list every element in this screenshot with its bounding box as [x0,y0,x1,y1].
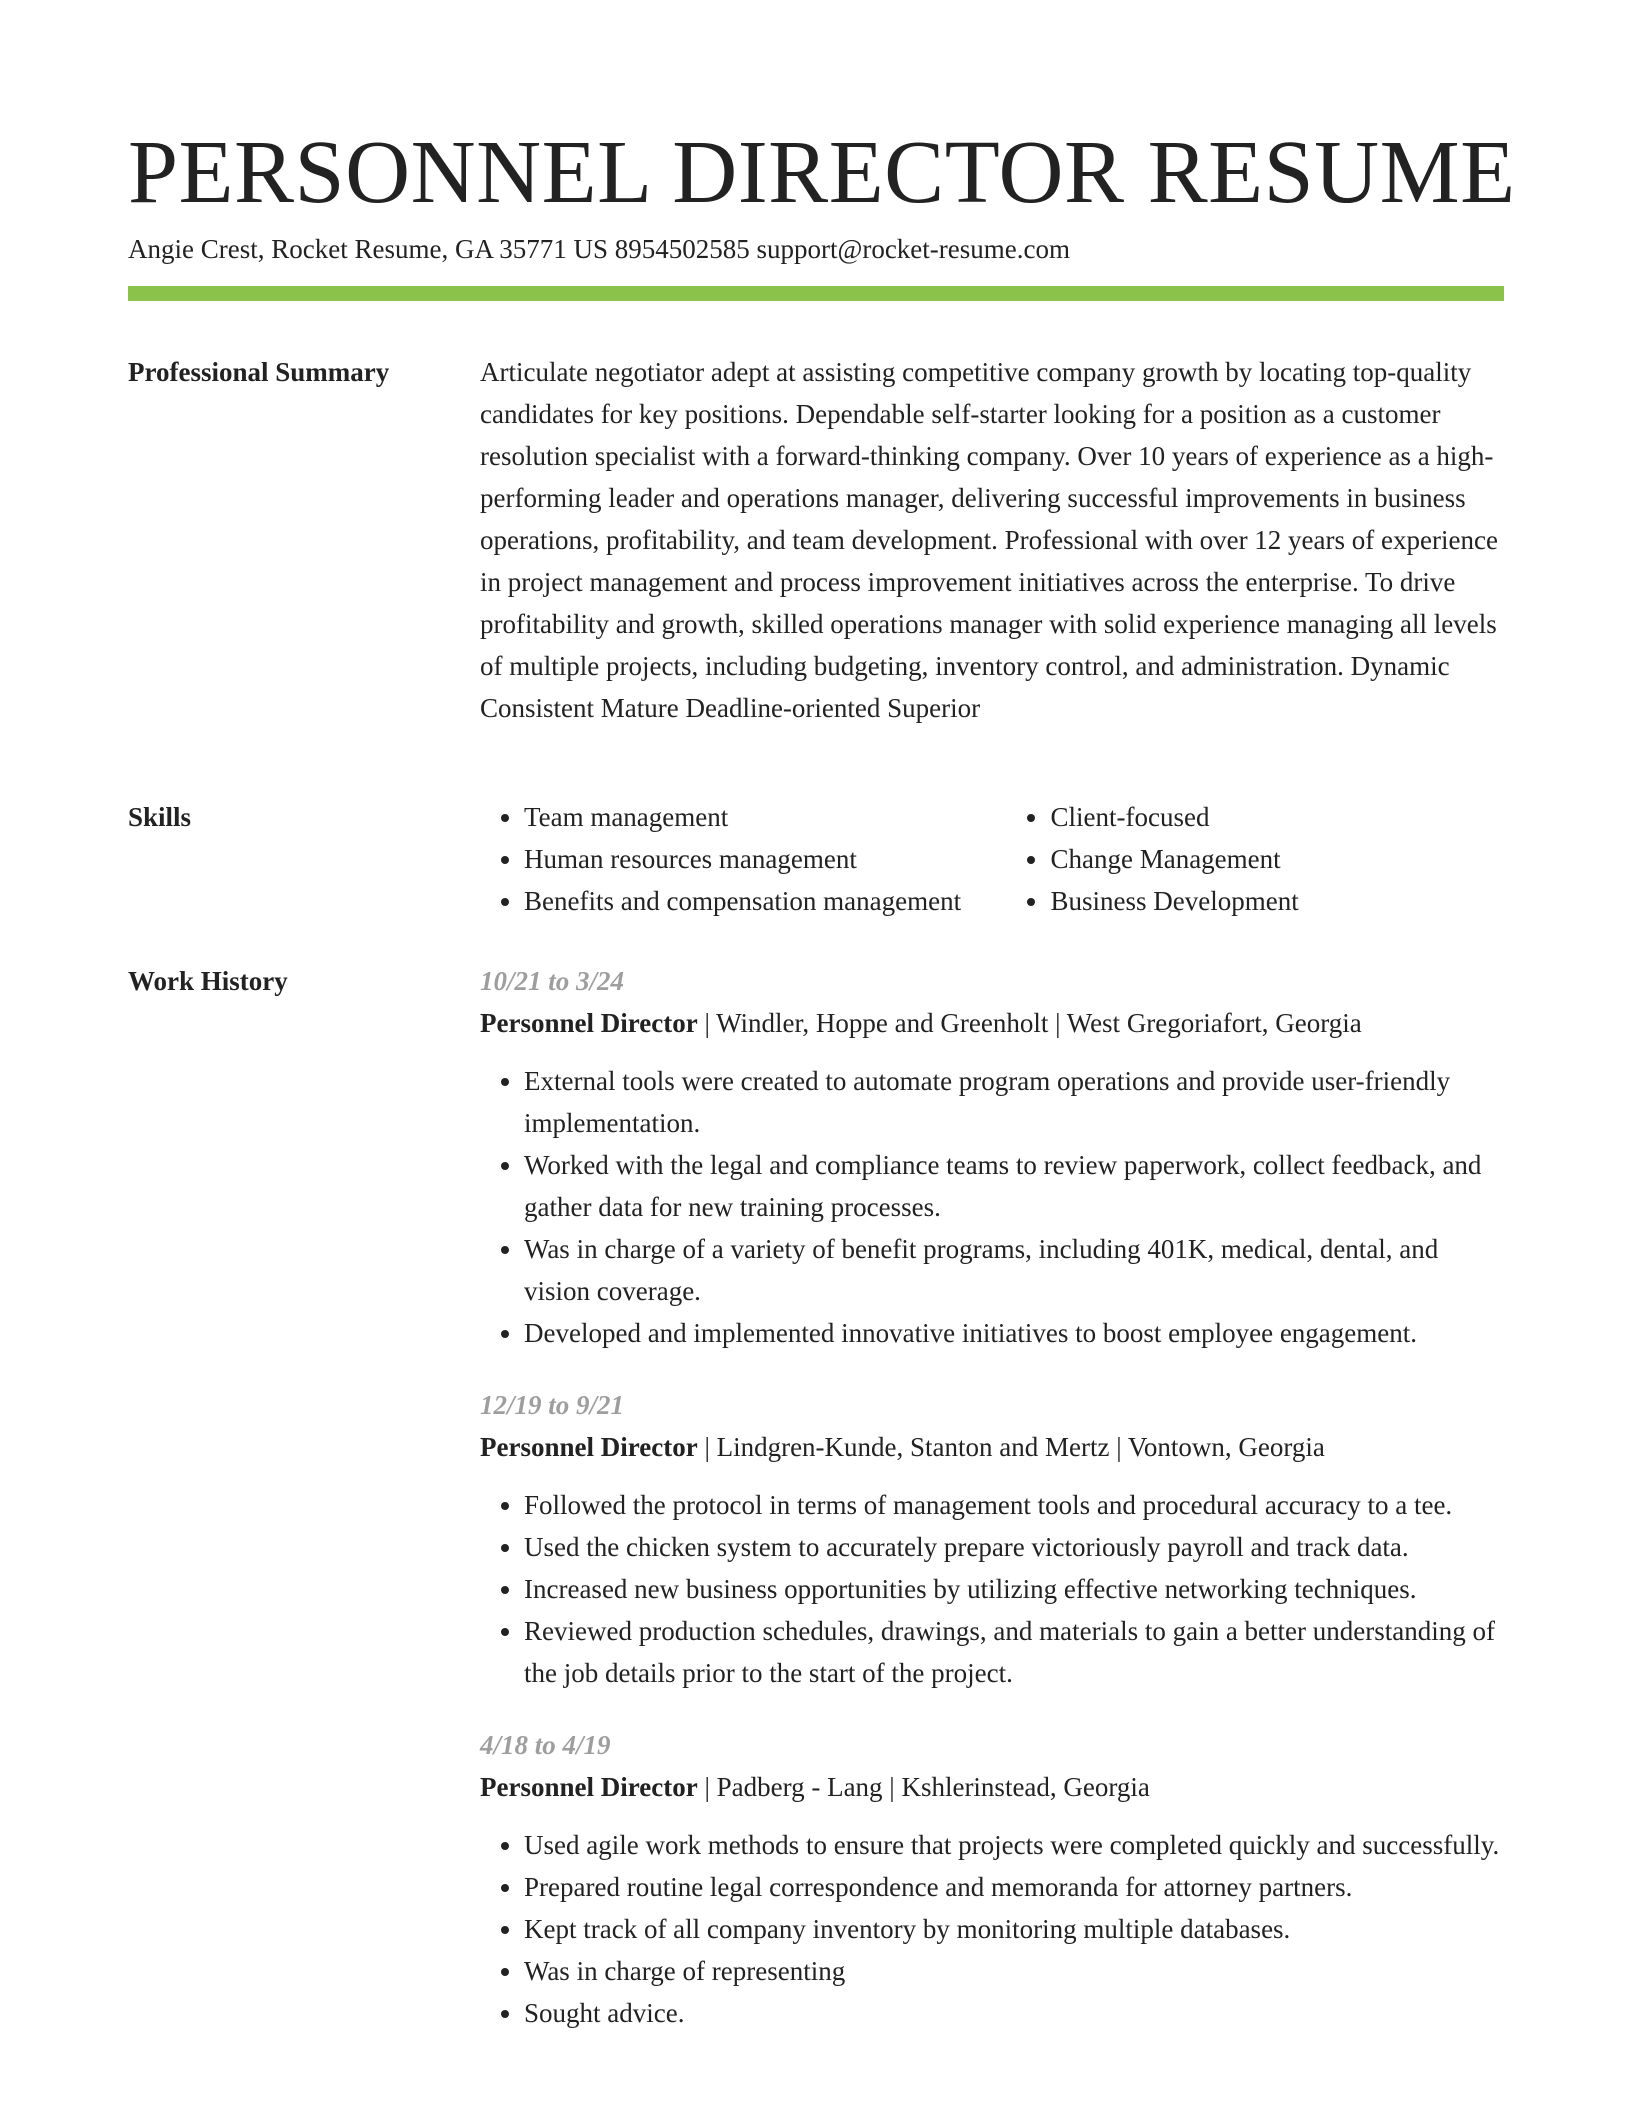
job-bullet: • Used the chicken system to accurately prepare victoriously payroll and track data. [524,1526,1510,1568]
job-bullet: • Was in charge of a variety of benefit programs, including 401K, medical, dental, and vision coverage. [524,1228,1510,1312]
job-bullet: • Sought advice. [524,1992,1510,2034]
resume-title: PERSONNEL DIRECTOR RESUME [128,123,1516,222]
job-bullet: • Reviewed production schedules, drawings, and materials to gain a better understanding of the job details prior to the start of the project. [524,1610,1510,1694]
job-details: | Lindgren-Kunde, Stanton and Mertz | Vontown, Georgia [697,1432,1325,1462]
skills-list [480,796,1510,922]
job-dates: 10/21 to 3/24 [480,966,625,996]
skill-item: • Human resources management [524,838,1006,880]
skills-column-2 [1006,796,1510,922]
job-details: | Padberg - Lang | Kshlerinstead, Georgia [697,1772,1150,1802]
contact-line: Angie Crest, Rocket Resume, GA 35771 US 8954502585 support@rocket-resume.com [128,234,1070,264]
job-bullet: • Worked with the legal and compliance teams to review paperwork, collect feedback, and gather data for new training processes. [524,1144,1510,1228]
job-bullet: • Was in charge of representing [524,1950,1510,1992]
job-heading [480,1002,1510,1044]
skills-column-1 [480,796,1006,922]
job-entry [480,1724,1510,2034]
job-bullet: • Increased new business opportunities by utilizing effective networking techniques. [524,1568,1510,1610]
job-entry [480,1384,1510,1694]
job-bullet: • External tools were created to automate program operations and provide user-friendly implementation. [524,1060,1510,1144]
job-details: | Windler, Hoppe and Greenholt | West Gregoriafort, Georgia [697,1008,1362,1038]
job-bullets [480,1824,1510,2034]
job-dates: 4/18 to 4/19 [480,1730,611,1760]
skill-item: • Change Management [1050,838,1510,880]
accent-divider [128,286,1504,301]
job-bullets [480,1060,1510,1354]
job-heading [480,1426,1510,1468]
job-bullet: • Kept track of all company inventory by monitoring multiple databases. [524,1908,1510,1950]
work-history-label: Work History [128,966,288,996]
job-title: Personnel Director [480,1008,698,1038]
job-bullet: • Used agile work methods to ensure that projects were completed quickly and successfully. [524,1824,1510,1866]
skill-item: • Team management [524,796,1006,838]
job-title: Personnel Director [480,1772,698,1802]
job-entry [480,960,1510,1354]
job-heading [480,1766,1510,1808]
job-bullet: • Followed the protocol in terms of management tools and procedural accuracy to a tee. [524,1484,1510,1526]
skill-item: • Business Development [1050,880,1510,922]
skills-label: Skills [128,802,192,832]
summary-label: Professional Summary [128,357,390,387]
job-dates: 12/19 to 9/21 [480,1390,625,1420]
job-bullet: • Prepared routine legal correspondence and memoranda for attorney partners. [524,1866,1510,1908]
summary-text: Articulate negotiator adept at assisting competitive company growth by locating top-quality candidates for key positions. Dependable self-starter looking for a position as a customer resolution specialist with a forward-thinking company. Over 10 years of experience as a high-performing leader and operations manager, delivering successful improvements in business operations, profitability, and team development. Professional with over 12 years of experience in project management and process improvement initiatives across the enterprise. To drive profitability and growth, skilled operations manager with solid experience managing all levels of multiple projects, including budgeting, inventory control, and administration. Dynamic Consistent Mature Deadline-oriented Superior [480,357,1498,723]
job-title: Personnel Director [480,1432,698,1462]
job-bullet: • Developed and implemented innovative initiatives to boost employee engagement. [524,1312,1510,1354]
skill-item: • Benefits and compensation management [524,880,1006,922]
work-history [480,960,1510,2064]
skill-item: • Client-focused [1050,796,1510,838]
job-bullets [480,1484,1510,1694]
